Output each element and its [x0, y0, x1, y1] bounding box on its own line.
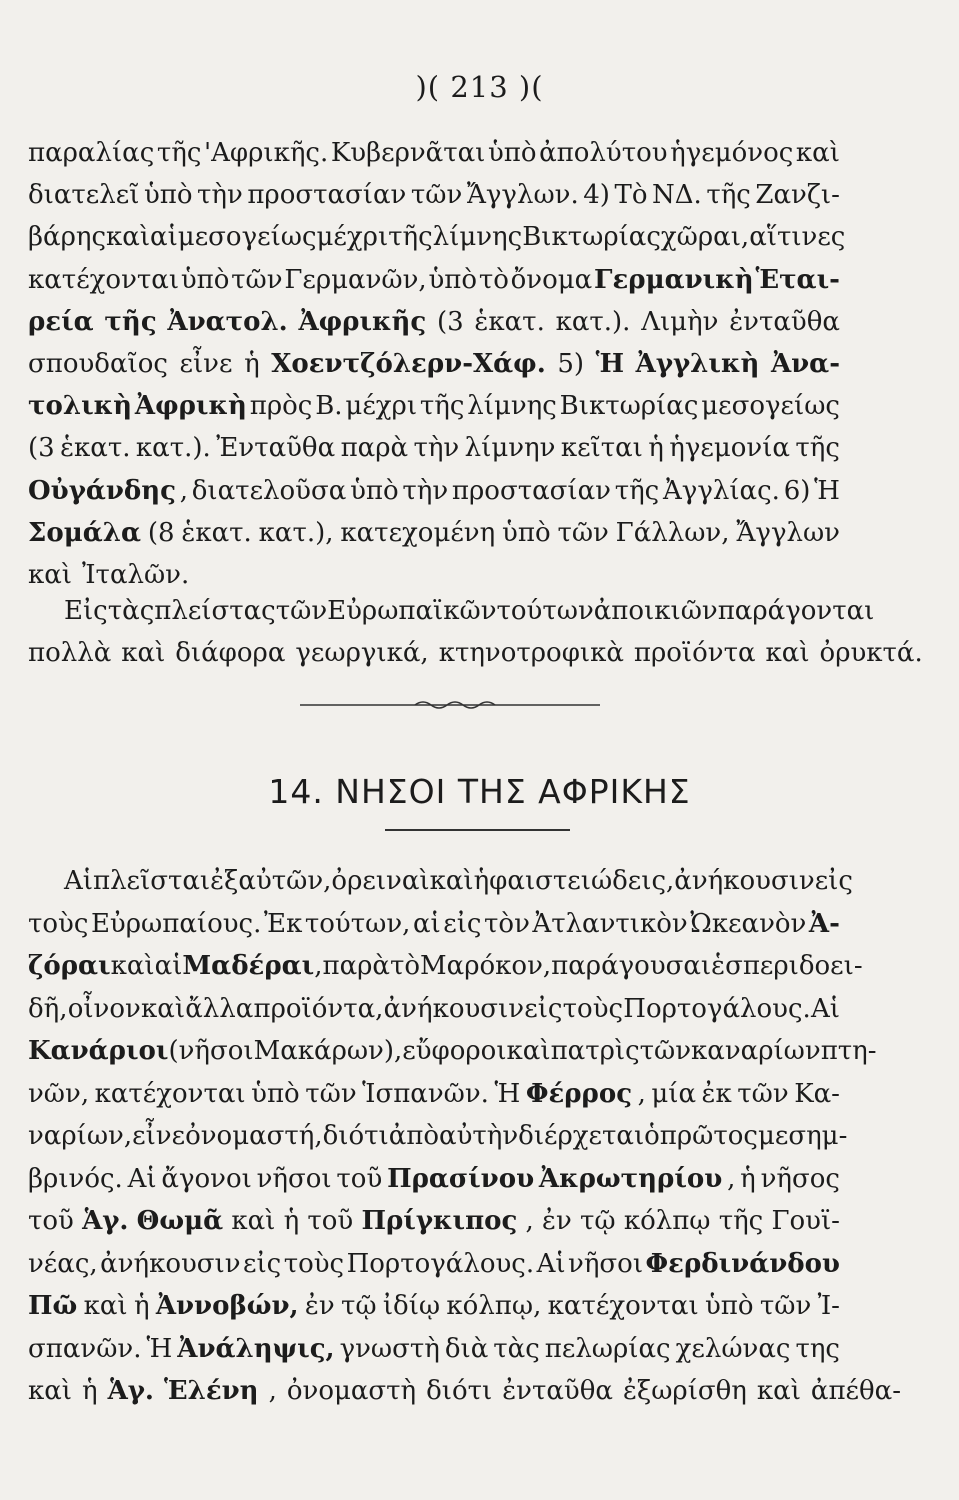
word: ἀπέθα- — [810, 1376, 902, 1406]
word: τῷ — [340, 1291, 377, 1321]
text-line — [28, 427, 840, 469]
word: 'Αφρικῆς. — [204, 138, 329, 168]
paragraph-islands — [28, 860, 902, 1413]
word: πελωρίας — [544, 1333, 671, 1364]
word: ἡ — [244, 349, 260, 380]
word: εἰς — [443, 908, 482, 939]
word: τὰς — [107, 596, 155, 626]
word: Ζανζι- — [755, 180, 840, 211]
word: ἰδίῳ — [382, 1291, 441, 1321]
word: καὶ — [765, 638, 810, 668]
word: Εὐρωπαίους. — [90, 908, 262, 939]
word: βρινός. — [28, 1163, 123, 1194]
bold-term: ρεία — [28, 306, 94, 337]
word: Τὸ — [614, 180, 648, 211]
word: κατέχονται — [547, 1291, 699, 1321]
word: Ἄγγλων. — [466, 180, 579, 211]
word: λίμνην — [464, 433, 556, 464]
word: ἐνταῦθα — [502, 1376, 613, 1406]
bold-term: Οὐγάνδης — [28, 475, 176, 506]
word: νῆσοι — [256, 1163, 332, 1194]
text-line — [28, 216, 846, 258]
word: Ἀγγλίας. — [663, 475, 780, 506]
word: κόλπῳ, — [446, 1291, 542, 1321]
word: πατρὶς — [550, 1036, 640, 1066]
word: καὶ — [429, 866, 474, 896]
word: παρὰ — [340, 433, 409, 464]
word: Βικτωρίας — [522, 222, 661, 253]
text-line — [28, 1115, 848, 1158]
word: , — [637, 1078, 646, 1109]
word: Ἰταλῶν. — [82, 560, 190, 591]
word: της — [795, 1333, 840, 1364]
word: Β. — [315, 391, 343, 422]
word: ἡφαιστειώδεις, — [473, 866, 675, 896]
word: ἀποικιῶν — [593, 596, 718, 626]
word: νέας, — [28, 1248, 98, 1279]
word: παράγουσαι — [551, 951, 712, 981]
bold-term: Πῶ — [28, 1291, 78, 1321]
word: 5) — [557, 349, 585, 380]
bold-term: Ἑται- — [755, 264, 840, 295]
word: (3 — [437, 306, 464, 337]
word: Γερμανῶν, — [284, 264, 427, 295]
word: (3 — [28, 433, 55, 464]
word: ὀρειναὶ — [331, 866, 430, 896]
word: Αἱ — [127, 1163, 157, 1194]
text-line — [28, 1370, 902, 1413]
word: , — [525, 1206, 534, 1236]
word: πλεῖσται — [92, 866, 211, 896]
word: Πορτογάλους. — [623, 993, 811, 1024]
bold-term: Ἁγ. — [82, 1206, 129, 1236]
bold-term: Γερμανικὴ — [594, 264, 754, 295]
word: ὑπὸ — [251, 1078, 300, 1109]
word: Ἰ- — [817, 1291, 840, 1321]
word: λίμνης — [432, 222, 523, 253]
word: πρῶτος — [659, 1121, 758, 1151]
word: Μαρόκον, — [420, 951, 552, 981]
text-line — [28, 301, 840, 343]
word: μεσογείως — [701, 391, 840, 422]
word: κόλπῳ — [623, 1206, 711, 1236]
word: γεωργικά, — [295, 638, 429, 668]
word: ἑκατ. — [60, 433, 131, 464]
word: καὶ — [83, 1291, 128, 1321]
word: καὶ — [795, 138, 840, 168]
word: 4) — [583, 180, 610, 211]
page-number: )( 213 )( — [415, 70, 544, 104]
bold-term: Ἀννοβών, — [155, 1291, 299, 1321]
word: 6) — [783, 475, 811, 506]
word: πρὸς — [249, 391, 313, 422]
bold-term: Φερδινάνδου — [645, 1248, 840, 1279]
word: τῶν — [639, 1036, 692, 1066]
word: καὶ — [110, 951, 155, 981]
text-line — [28, 343, 840, 385]
bold-term: Ἀνατολ. — [167, 306, 288, 337]
word: τῆς — [706, 180, 751, 211]
word: τούτων — [496, 596, 594, 626]
word: πτη- — [820, 1036, 877, 1066]
word: ἡ — [648, 433, 664, 464]
word: Κυβερνᾶται — [330, 138, 486, 168]
text-line — [28, 1328, 840, 1371]
word: καὶ — [506, 1036, 551, 1066]
word: (8 — [147, 517, 175, 548]
word: διατελεῖ — [28, 180, 140, 211]
section-title: 14. ΝΗΣΟΙ ΤΗΣ ΑΦΡΙΚΗΣ — [268, 772, 691, 811]
word: ἐν — [304, 1291, 335, 1321]
word: κατ.). — [555, 306, 631, 337]
word: Ἐκ — [263, 908, 303, 939]
word: ὀνομαστή, — [185, 1121, 323, 1151]
text-line — [28, 1030, 877, 1073]
word: τοῦ — [28, 1206, 74, 1236]
text-line — [28, 470, 840, 512]
word: κατέχονται — [94, 1078, 246, 1109]
word: , — [727, 1163, 736, 1194]
bold-term: τολικὴ — [28, 391, 133, 422]
word: διότι — [322, 1121, 389, 1151]
bold-term: Φέρρος — [525, 1078, 633, 1109]
word: μεσογείως — [177, 222, 317, 253]
text-line — [28, 1285, 840, 1328]
word: μέχρι — [345, 391, 418, 422]
word: διατελοῦσα — [191, 475, 347, 506]
word: ἀνήκουσιν — [674, 866, 815, 896]
word: διάφορα — [175, 638, 286, 668]
word: προστασίαν — [247, 180, 407, 211]
bold-term: Σομάλα — [28, 517, 142, 548]
bold-term: ζόραι — [28, 951, 111, 981]
word: οἶνον — [67, 993, 141, 1024]
word: αὐτῶν, — [238, 866, 332, 896]
word: Μακάρων), — [253, 1036, 403, 1066]
bold-term: Ἀνάληψις, — [177, 1333, 335, 1364]
word: ὀρυκτά. — [819, 638, 923, 668]
word: τῶν — [275, 596, 328, 626]
word: τῆς — [388, 222, 433, 253]
paragraph-colonies — [28, 132, 846, 596]
word: τούτων, — [304, 908, 411, 939]
text-line — [28, 1073, 840, 1116]
word: εἶνε — [132, 1121, 186, 1151]
bold-term: Ἀφρικῆς — [298, 306, 427, 337]
word: καὶ — [28, 1376, 73, 1406]
text-line — [28, 988, 840, 1031]
word: γνωστὴ — [339, 1333, 440, 1364]
text-line — [28, 632, 923, 674]
word: ὑπὸ — [350, 475, 399, 506]
word: σπανῶν. — [28, 1333, 142, 1364]
word: εὔφοροι — [402, 1036, 507, 1066]
text-line — [28, 1200, 840, 1243]
word: ἡ — [82, 1376, 98, 1406]
word: τῷ — [580, 1206, 616, 1236]
word: τῆς — [614, 475, 660, 506]
text-line — [28, 1158, 840, 1201]
word: αἱ — [412, 908, 441, 939]
word: μία — [651, 1078, 697, 1109]
word: τὴν — [402, 475, 449, 506]
bold-term: Ἀγγλικὴ — [635, 349, 760, 380]
word: εἶνε — [179, 349, 233, 380]
word: καὶ — [231, 1206, 276, 1236]
word: ἀπὸ — [388, 1121, 440, 1151]
text-line — [28, 945, 863, 988]
ornamental-divider — [300, 700, 600, 710]
word: ἡ — [740, 1163, 756, 1194]
word: Εὐρωπαϊκῶν — [327, 596, 497, 626]
word: νῶν, — [28, 1078, 90, 1109]
word: ἐκ — [701, 1078, 732, 1109]
word: τῶν — [737, 1078, 789, 1109]
word: σπουδαῖος — [28, 349, 168, 380]
word: μεσημ- — [757, 1121, 848, 1151]
word: ὑπὸ — [502, 517, 551, 548]
word: ὑπὸ — [428, 264, 478, 295]
word: νῆσοι — [568, 1248, 644, 1279]
word: δῆ, — [28, 993, 68, 1024]
word: ἡγεμόνος — [670, 138, 794, 168]
word: Ἐνταῦθα — [216, 433, 336, 464]
word: κατ.), — [258, 517, 334, 548]
word: τῆς — [718, 1206, 764, 1236]
word: ἀνήκουσιν — [100, 1248, 241, 1279]
word: ἐξ — [210, 866, 239, 896]
word: (νῆσοι — [168, 1036, 254, 1066]
word: Πορτογάλους. — [346, 1248, 535, 1279]
text-line — [28, 259, 840, 301]
word: ναρίων, — [28, 1121, 133, 1151]
word: ἡ — [133, 1291, 150, 1321]
text-line — [28, 1243, 840, 1286]
word: Ἡ — [146, 1333, 173, 1364]
word: νῆσος — [760, 1163, 840, 1194]
word: Ἄγγλων — [736, 517, 840, 548]
text-line — [28, 385, 840, 427]
word: τῶν — [410, 180, 463, 211]
word: ἐνταῦθα — [729, 306, 840, 337]
word: Εἰς — [64, 596, 108, 626]
word: Γάλλων, — [615, 517, 730, 548]
word: ἑσπεριδοει- — [711, 951, 863, 981]
word: ὑπὸ — [487, 138, 537, 168]
word: ἀπολύτου — [539, 138, 668, 168]
bold-term: Πρίγκιπος — [361, 1206, 518, 1236]
word: τοῦ — [307, 1206, 354, 1236]
word: ἀνήκουσιν — [383, 993, 525, 1024]
word: , — [268, 1376, 277, 1406]
word: Ἡ — [494, 1078, 521, 1109]
word: ἡγεμονία — [669, 433, 790, 464]
word: βάρης — [28, 222, 107, 253]
word: καὶ — [28, 560, 73, 591]
word: Αἱ — [64, 866, 93, 896]
word: αἵτινες — [749, 222, 846, 253]
word: Λιμὴν — [641, 306, 719, 337]
text-line — [28, 590, 875, 632]
word: εἰς — [524, 993, 563, 1024]
bold-term: Πρασίνου — [387, 1163, 535, 1194]
text-line — [28, 174, 840, 216]
word: τῆς — [795, 433, 840, 464]
word: τὰς — [493, 1333, 540, 1364]
word: τοὺς — [283, 1248, 345, 1279]
text-line — [28, 903, 840, 946]
word: πολλὰ — [28, 638, 112, 668]
word: καὶ — [106, 222, 151, 253]
word: παραλίας — [28, 138, 155, 168]
paragraph-products — [28, 590, 923, 674]
word: τοὺς — [28, 908, 89, 939]
word: τὸν — [484, 908, 530, 939]
word: διὰ — [444, 1333, 489, 1364]
bold-term: Ἁγ. — [107, 1376, 154, 1406]
word: αἱ — [150, 222, 178, 253]
word: αἱ — [154, 951, 183, 981]
word: κτηνοτροφικὰ — [438, 638, 624, 668]
word: τοῦ — [336, 1163, 383, 1194]
word: κατ.). — [135, 433, 211, 464]
word: Ὠκεανὸν — [690, 908, 807, 939]
word: τῶν — [231, 264, 283, 295]
word: ἡ — [283, 1206, 300, 1236]
bold-term: Ἀνα- — [770, 349, 840, 380]
word: , — [179, 475, 189, 506]
word: τῆς — [156, 138, 202, 168]
bold-term: Ἀ- — [808, 908, 840, 939]
word: καὶ — [141, 993, 186, 1024]
word: τῶν — [305, 1078, 357, 1109]
word: Αἱ — [811, 993, 840, 1024]
text-line — [28, 512, 840, 554]
word: παράγονται — [717, 596, 875, 626]
word: ὑπὸ — [180, 264, 230, 295]
bold-term: Ἀκρωτηρίου — [538, 1163, 723, 1194]
word: Ἡ — [814, 475, 840, 506]
word: εἰς — [243, 1248, 282, 1279]
text-line — [28, 132, 840, 174]
word: προϊόντα, — [253, 993, 384, 1024]
text-line — [28, 860, 853, 903]
word: παρὰ — [322, 951, 390, 981]
word: τὸ — [478, 264, 509, 295]
word: κατέχονται — [28, 264, 180, 295]
word: ὁ — [644, 1121, 660, 1151]
word: Κα- — [794, 1078, 840, 1109]
word: τῶν — [759, 1291, 812, 1321]
word: χελώνας — [675, 1333, 791, 1364]
word: Αἱ — [536, 1248, 566, 1279]
bold-term: Θωμᾶ — [136, 1206, 224, 1236]
bold-term: Ἑλένη — [163, 1376, 259, 1406]
word: πλείστας — [154, 596, 276, 626]
word: καναρίων — [691, 1036, 821, 1066]
word: ἑκατ. — [474, 306, 545, 337]
word: λίμνης — [467, 391, 557, 422]
word: ἐξωρίσθη — [622, 1376, 747, 1406]
word: Γουϊ- — [771, 1206, 840, 1236]
bold-term: Μαδέραι — [182, 951, 315, 981]
word: χῶραι, — [660, 222, 750, 253]
word: , — [314, 951, 323, 981]
word: τὸ — [390, 951, 421, 981]
word: διότι — [426, 1376, 493, 1406]
word: ὑπὸ — [143, 180, 193, 211]
word: εἰς — [814, 866, 853, 896]
word: τοὺς — [562, 993, 624, 1024]
word: διέρχεται — [518, 1121, 645, 1151]
word: ἑκατ. — [181, 517, 252, 548]
word: τὴν — [197, 180, 243, 211]
title-underline — [385, 829, 570, 831]
bold-term: Ἡ — [595, 349, 625, 380]
word: Βικτωρίας — [559, 391, 699, 422]
word: καὶ — [121, 638, 166, 668]
word: ἄλλα — [185, 993, 254, 1024]
word: ὑπὸ — [705, 1291, 754, 1321]
word: ὄνομα — [510, 264, 593, 295]
word: ὀνομαστὴ — [286, 1376, 417, 1406]
word: Ἀτλαντικὸν — [532, 908, 688, 939]
word: μέχρι — [316, 222, 389, 253]
word: τὴν — [413, 433, 460, 464]
word: αὐτὴν — [439, 1121, 519, 1151]
word: ἄγονοι — [161, 1163, 252, 1194]
word: Ἱσπανῶν. — [362, 1078, 489, 1109]
word: ἐν — [542, 1206, 572, 1236]
word: ΝΔ. — [652, 180, 702, 211]
bold-term: Ἀφρικὴ — [134, 391, 247, 422]
word: τῶν — [557, 517, 609, 548]
bold-term: Κανάριοι — [28, 1036, 169, 1066]
word: τῆς — [419, 391, 465, 422]
bold-term: τῆς — [104, 306, 157, 337]
word: προστασίαν — [451, 475, 611, 506]
bold-term: Χοεντζόλερν-Χάφ. — [271, 349, 546, 380]
word: κεῖται — [560, 433, 643, 464]
word: καὶ — [756, 1376, 801, 1406]
word: προϊόντα — [633, 638, 756, 668]
word: κατεχομένη — [340, 517, 496, 548]
